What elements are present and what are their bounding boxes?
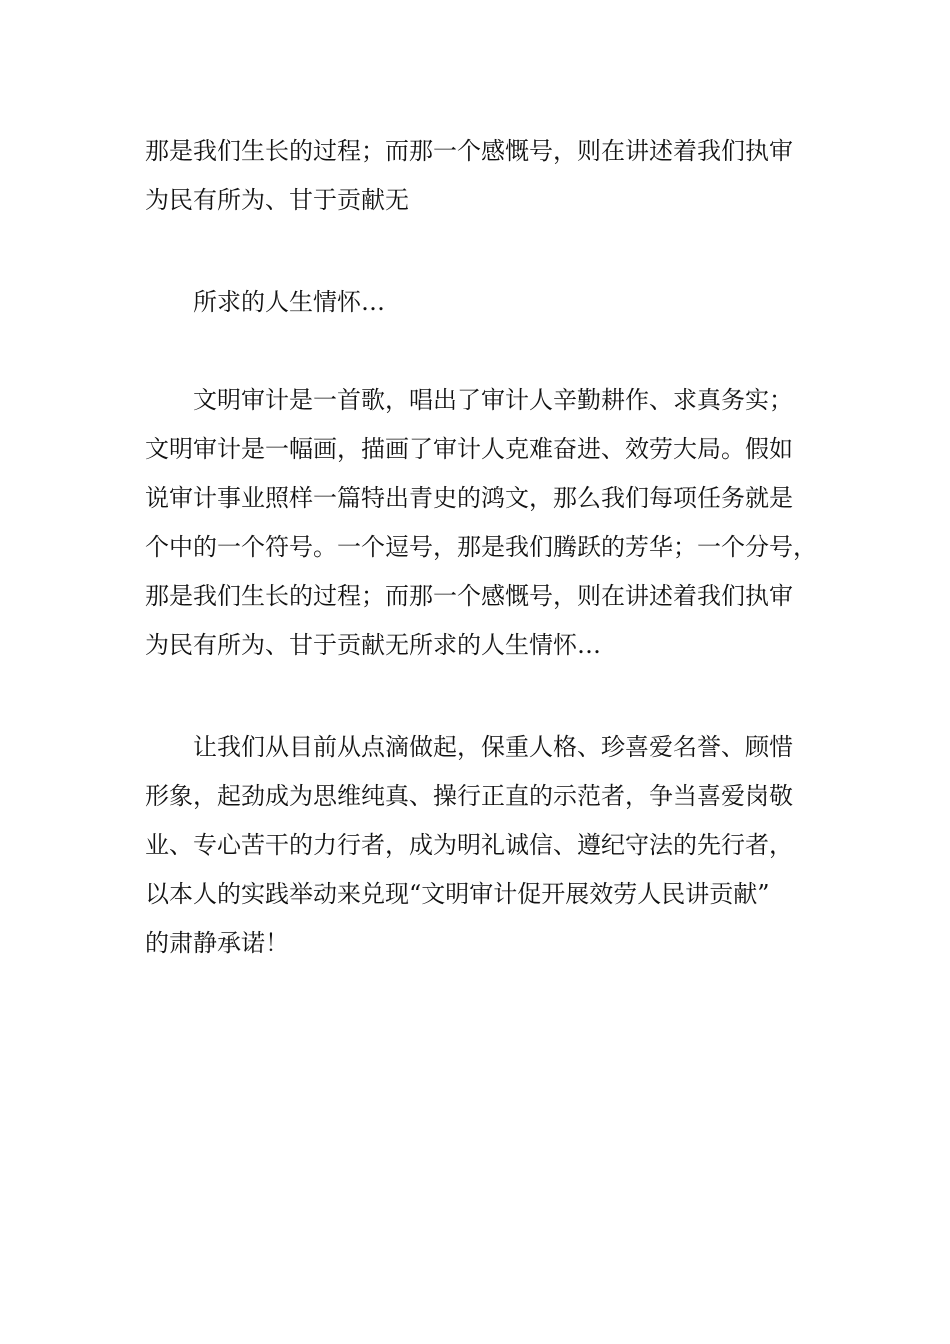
text-line: 那是我们生长的过程；而那一个感慨号，则在讲述着我们执审 (145, 137, 793, 165)
paragraph-continuation (145, 127, 825, 225)
text-line: 为民有所为、甘于贡献无所求的人生情怀… (145, 631, 601, 659)
text-line: 个中的一个符号。一个逗号，那是我们腾跃的芳华；一个分号， (145, 533, 817, 561)
paragraph-commitment (145, 723, 825, 968)
text-line: 那是我们生长的过程；而那一个感慨号，则在讲述着我们执审 (145, 582, 793, 610)
paragraph-audit-song (145, 376, 825, 670)
text-line: 为民有所为、甘于贡献无 (145, 186, 409, 214)
text-line: 的肃静承诺！ (145, 929, 289, 957)
text-line: 文明审计是一首歌，唱出了审计人辛勤耕作、求真务实； (193, 386, 793, 414)
text-line: 形象，起劲成为思维纯真、操行正直的示范者，争当喜爱岗敬 (145, 782, 793, 810)
text-line: 说审计事业照样一篇特出青史的鸿文，那么我们每项任务就是 (145, 484, 793, 512)
text-line: 让我们从目前从点滴做起，保重人格、珍喜爱名誉、顾惜 (193, 733, 793, 761)
paragraph-fragment (145, 278, 825, 327)
text-line: 所求的人生情怀… (193, 288, 385, 316)
text-line: 业、专心苦干的力行者，成为明礼诚信、遵纪守法的先行者， (145, 831, 793, 859)
text-line: 文明审计是一幅画，描画了审计人克难奋进、效劳大局。假如 (145, 435, 793, 463)
text-line: 以本人的实践举动来兑现“文明审计促开展效劳人民讲贡献” (145, 880, 770, 908)
